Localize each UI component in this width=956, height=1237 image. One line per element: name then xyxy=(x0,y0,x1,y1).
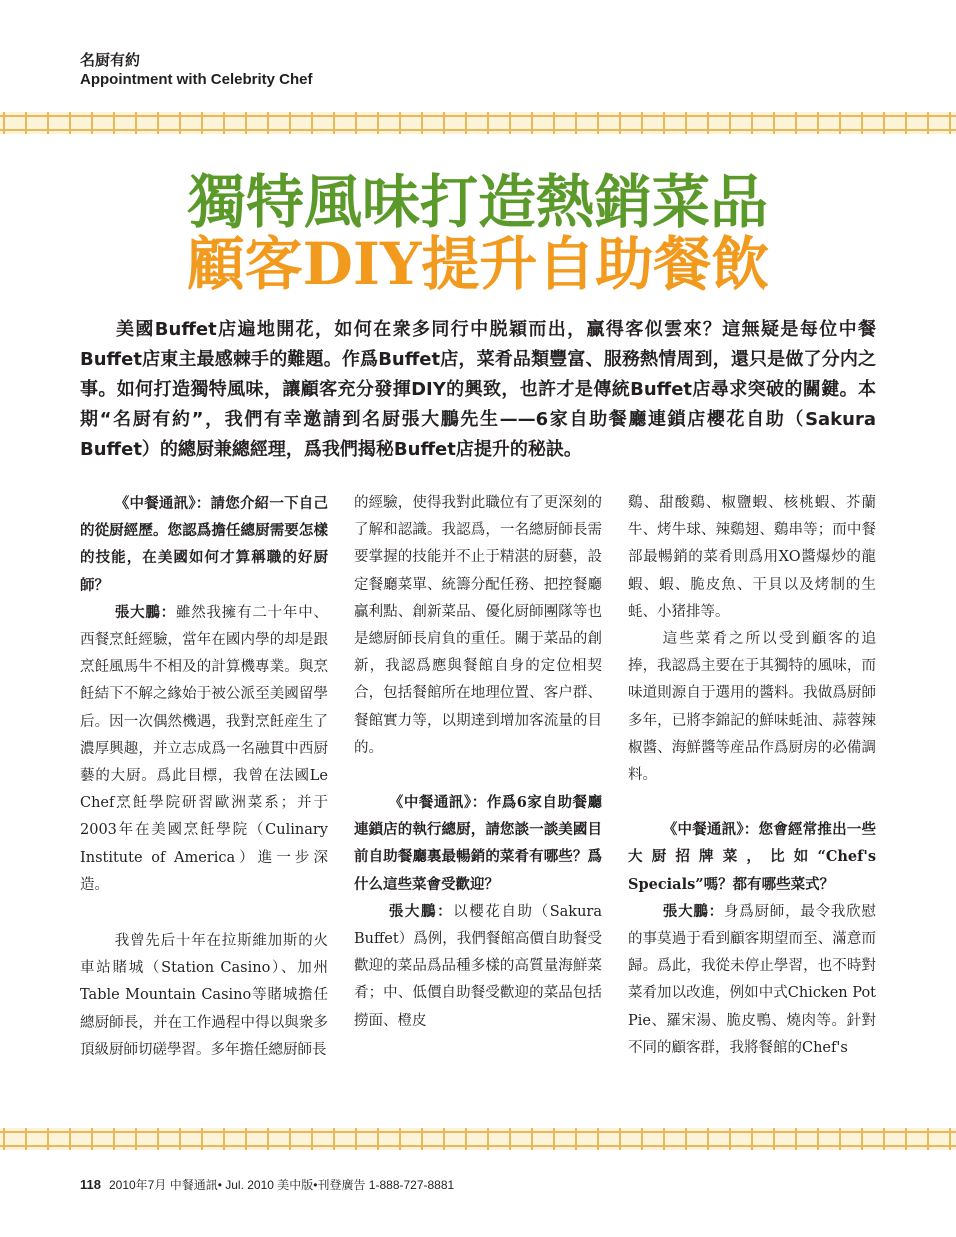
article-column-1 xyxy=(80,490,328,899)
answer-2-paragraph-1-cont: 鷄、甜酸鷄、椒鹽蝦、核桃蝦、芥蘭牛、烤牛球、辣鷄翅、鷄串等；而中餐部最暢銷的菜肴則爲用XO醬爆炒的龍蝦、蝦、脆皮魚、干貝以及烤制的生蚝、小猪排等。 xyxy=(628,495,876,620)
section-title-en: Appointment with Celebrity Chef xyxy=(80,71,313,88)
question-2: 《中餐通訊》：作爲6家自助餐廳連鎖店的執行總厨，請您談一談美國目前自助餐廳裏最暢銷的菜肴有哪些？爲什么這些菜會受歡迎？ xyxy=(354,794,602,893)
question-3: 《中餐通訊》：您會經常推出一些大厨招牌菜，比如“Chef's Specials”嗎？都有哪些菜式？ xyxy=(628,821,876,893)
article-column-3 xyxy=(628,490,876,1062)
speaker-name-3: 張大鵬： xyxy=(662,902,724,920)
article-column-2 xyxy=(354,490,602,1035)
headline-line-2: 顧客DIY提升自助餐飲 xyxy=(186,230,770,298)
headline-line-1: 獨特風味打造熱銷菜品 xyxy=(187,168,768,236)
decorative-border-bottom xyxy=(0,1128,956,1150)
answer-1-text: 雖然我擁有二十年中、西餐烹飪經驗，當年在國内學的却是跟烹飪風馬牛不相及的計算機專業。與烹飪結下不解之緣始于被公派至美國留學后。因一次偶然機遇，我對烹飪産生了濃厚興趣，并立志成爲一名融貫中西厨藝的大厨。爲此目標，我曾在法國Le Chef烹飪學院研習歐洲菜系；并于2003年在美國烹飪學院（Culinary Institute of America）進一步深造。 xyxy=(80,604,329,893)
answer-2-text-start: 以櫻花自助（Sakura Buffet）爲例，我們餐館高價自助餐受歡迎的菜品爲品種多樣的高質量海鮮菜肴；中、低價自助餐受歡迎的菜品包括撈面、橙皮 xyxy=(354,903,603,1029)
speaker-name-2: 張大鵬： xyxy=(388,902,454,920)
page-number: 118 xyxy=(80,1177,101,1192)
footer-text: 2010年7月 中餐通訊• Jul. 2010 美中版•刊登廣告 1-888-727-8881 xyxy=(108,1178,455,1192)
answer-3-paragraph-1 xyxy=(628,898,876,1062)
page-footer xyxy=(80,1176,454,1194)
speaker-name: 張大鵬： xyxy=(114,603,176,621)
question-1: 《中餐通訊》：請您介紹一下自己的從厨經歷。您認爲擔任總厨需要怎樣的技能，在美國如何才算稱職的好厨師？ xyxy=(80,495,328,594)
decorative-border-top xyxy=(0,112,956,134)
section-label xyxy=(80,50,313,90)
section-title-zh: 名厨有約 xyxy=(80,51,141,69)
answer-3-text: 身爲厨師，最令我欣慰的事莫過于看到顧客期望而至、滿意而歸。爲此，我從未停止學習，也不時對菜肴加以改進，例如中式Chicken Pot Pie、羅宋湯、脆皮鴨、燒肉等。針對不同的顧客群，我將餐館的Chef's xyxy=(628,903,877,1056)
article-column-1-continued xyxy=(80,928,328,1064)
answer-2-paragraph-2: 這些菜肴之所以受到顧客的追捧，我認爲主要在于其獨特的風味，而味道則源自于選用的醬料。我做爲厨師多年，已將李錦記的鮮味蚝油、蒜蓉辣椒醬、海鮮醬等産品作爲厨房的必備調料。 xyxy=(628,631,876,784)
answer-1-paragraph-2-cont: 的經驗，使得我對此職位有了更深刻的了解和認識。我認爲，一名總厨師長需要掌握的技能并不止于精湛的厨藝，設定餐廳菜單、統籌分配任務、把控餐廳贏利點、創新菜品、優化厨師團隊等也是總厨師長肩負的重任。關于菜品的創新，我認爲應與餐館自身的定位相契合，包括餐館所在地理位置、客户群、餐館實力等，以期達到增加客流量的目的。 xyxy=(354,495,602,756)
answer-1-paragraph-1 xyxy=(80,599,328,899)
answer-1-paragraph-2-start: 我曾先后十年在拉斯維加斯的火車站賭城（Station Casino）、加州Table Mountain Casino等賭城擔任總厨師長，并在工作過程中得以與衆多頂級厨師切磋學習。多年擔任總厨師長 xyxy=(80,933,328,1058)
answer-2-paragraph-1 xyxy=(354,898,602,1035)
lead-paragraph: 美國Buffet店遍地開花，如何在衆多同行中脱穎而出，贏得客似雲來？這無疑是每位中餐Buffet店東主最感棘手的難題。作爲Buffet店，菜肴品類豐富、服務熱情周到，還只是做了分内之事。如何打造獨特風味，讓顧客充分發揮DIY的興致，也許才是傳統Buffet店尋求突破的關鍵。本期“名厨有約”，我們有幸邀請到名厨張大鵬先生——6家自助餐廳連鎖店櫻花自助（Sakura Buffet）的總厨兼總經理，爲我們揭秘Buffet店提升的秘訣。 xyxy=(80,319,876,460)
